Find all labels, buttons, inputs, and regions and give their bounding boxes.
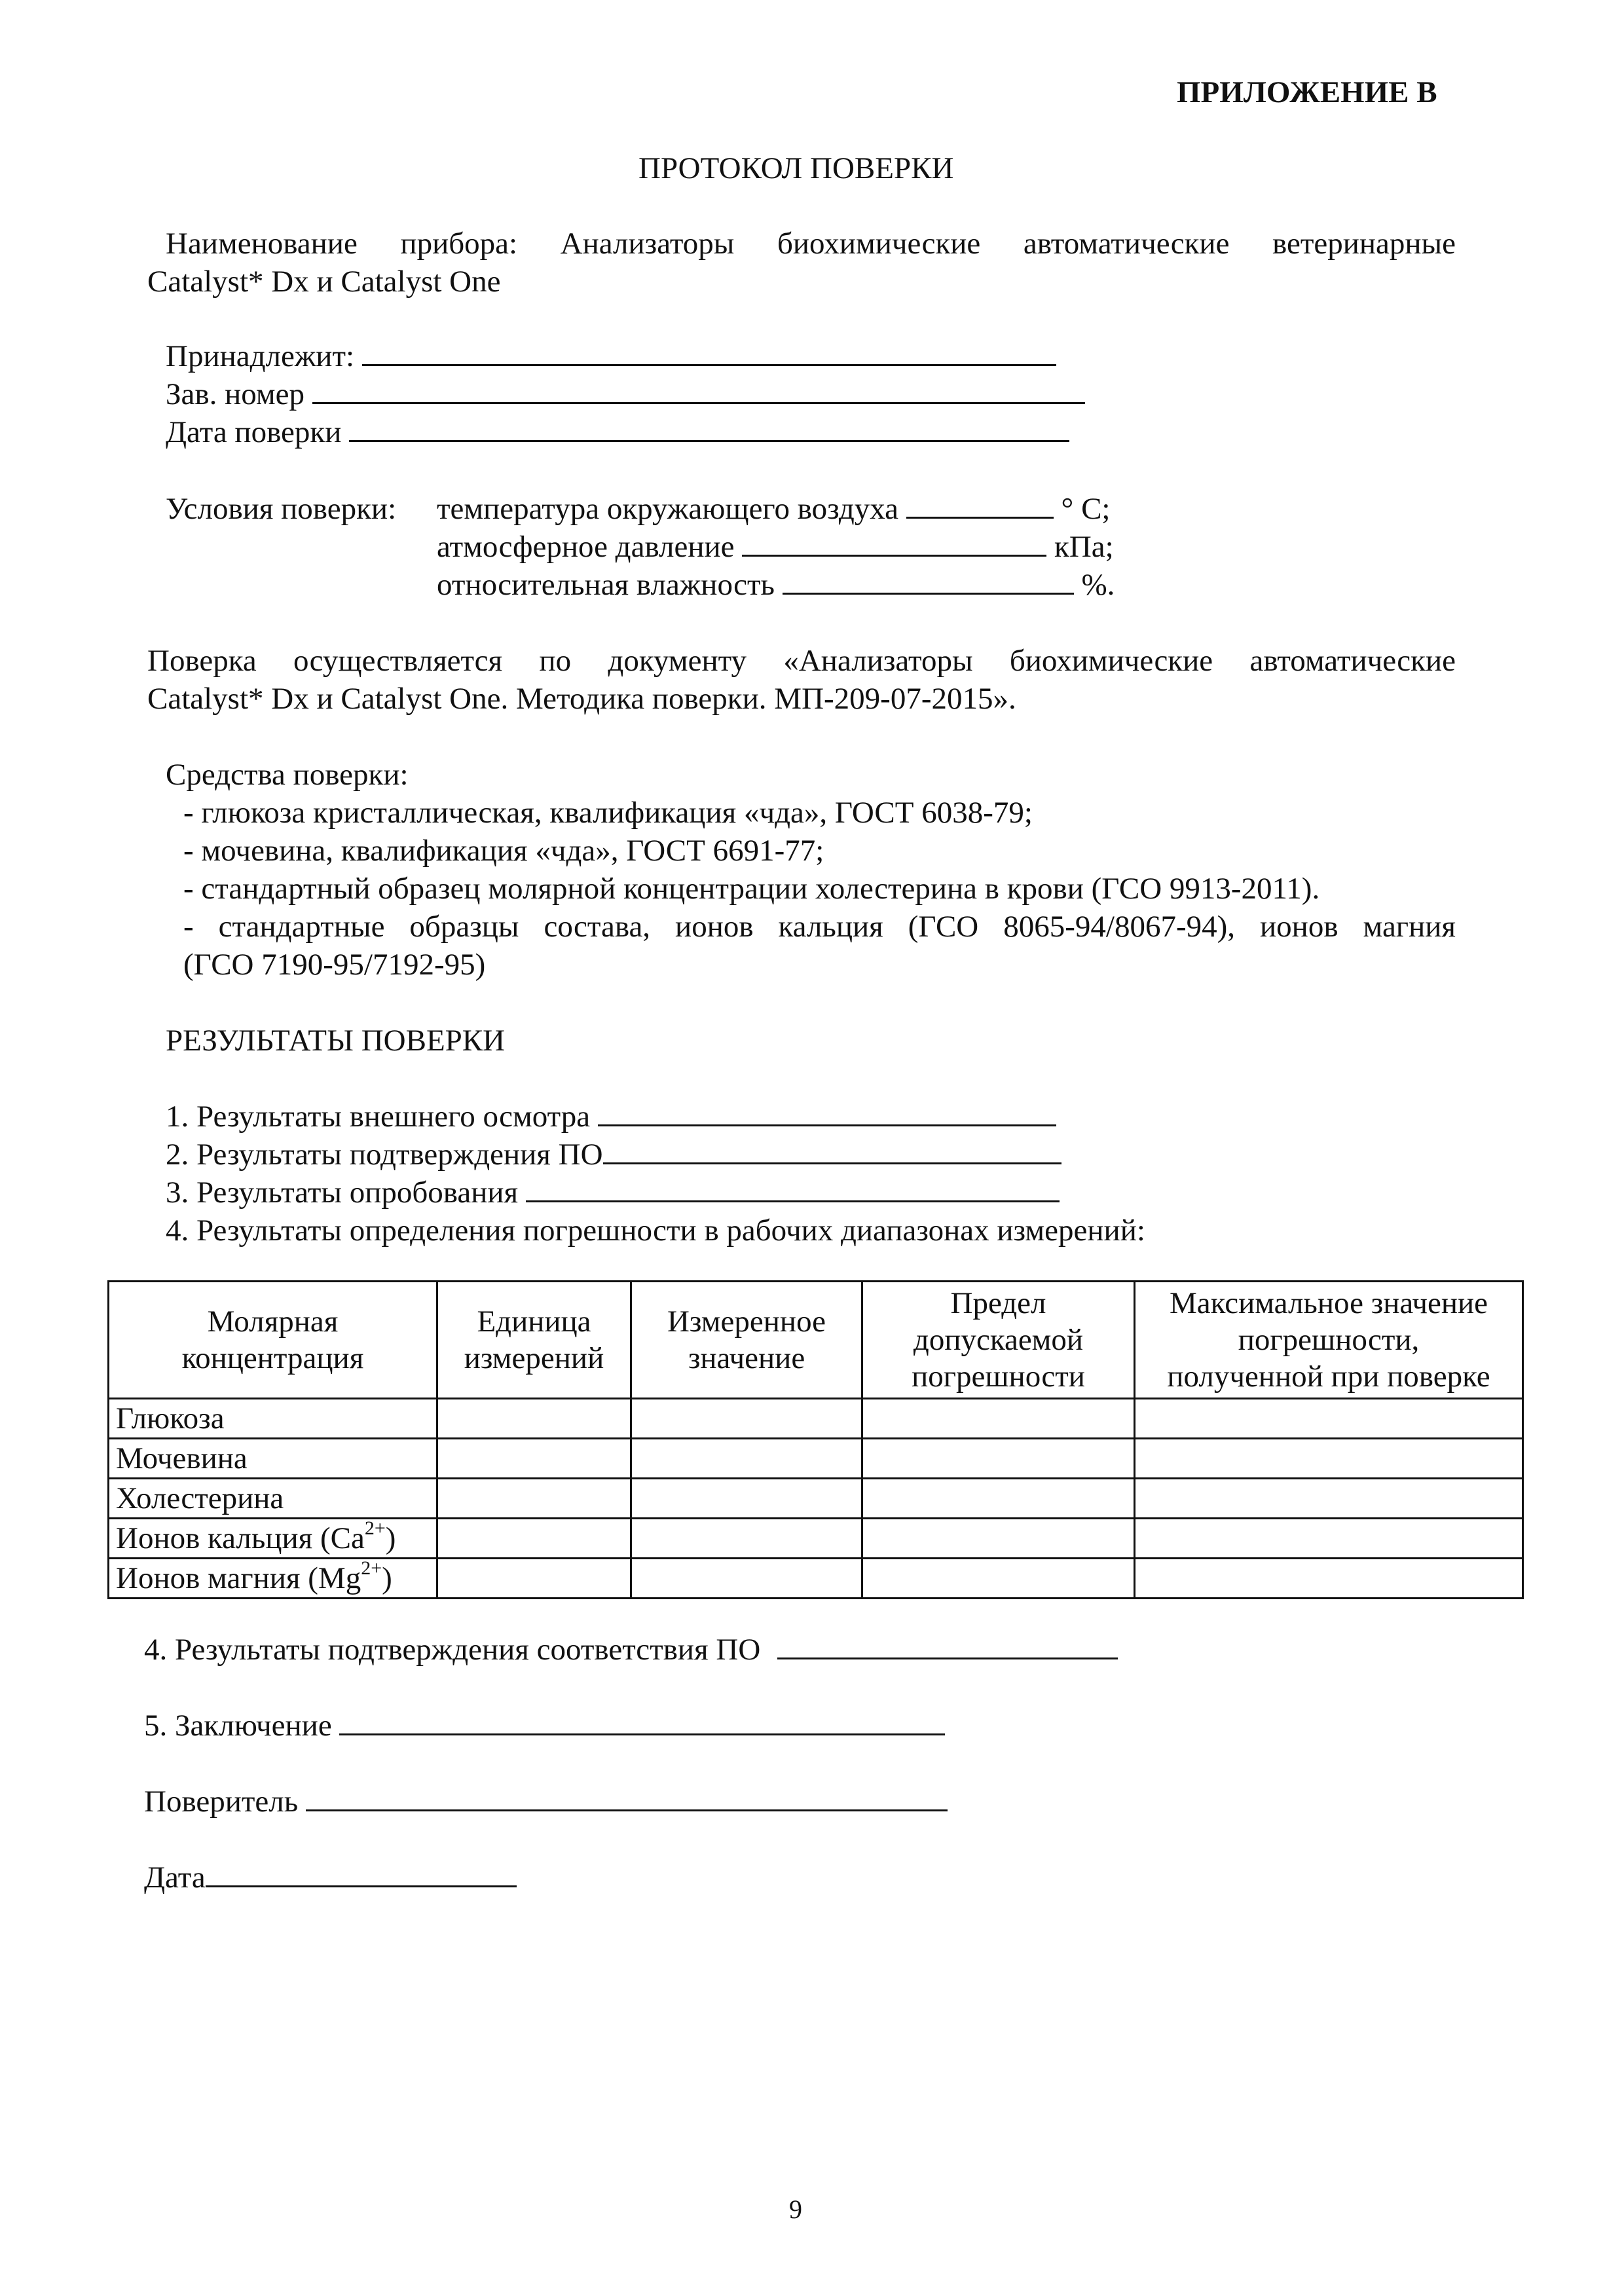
date-label: Дата поверки bbox=[166, 415, 342, 449]
final-date-field bbox=[144, 1859, 517, 1897]
conditions-label: Условия поверки: bbox=[166, 492, 397, 526]
header-max-error-l2: погрешности, bbox=[1238, 1323, 1420, 1357]
humidity-label: относительная влажность bbox=[437, 568, 775, 602]
means-item-urea: - мочевина, квалификация «чда», ГОСТ 6691-77; bbox=[183, 834, 824, 868]
header-measured-value bbox=[631, 1282, 862, 1399]
table-row bbox=[109, 1519, 1523, 1559]
temperature-label: температура окружающего воздуха bbox=[437, 492, 899, 526]
date-blank[interactable] bbox=[349, 414, 1069, 442]
cell-empty[interactable] bbox=[437, 1559, 631, 1599]
cell-empty[interactable] bbox=[631, 1519, 862, 1559]
device-name-line2: Catalyst* Dx и Catalyst One bbox=[147, 265, 501, 299]
result-inspection-blank[interactable] bbox=[598, 1098, 1056, 1126]
header-tolerance-l3: погрешности bbox=[912, 1360, 1085, 1394]
serial-field bbox=[166, 375, 1085, 413]
cell-empty[interactable] bbox=[1135, 1519, 1523, 1559]
header-tolerance-l2: допускаемой bbox=[913, 1323, 1084, 1357]
header-unit bbox=[437, 1282, 631, 1399]
table-row bbox=[109, 1559, 1523, 1599]
row-label-calcium-text: Ионов кальция (Ca bbox=[116, 1521, 365, 1555]
row-label-cholesterol: Холестерина bbox=[109, 1479, 437, 1519]
cell-empty[interactable] bbox=[862, 1439, 1135, 1479]
header-unit-l1: Единица bbox=[477, 1305, 591, 1339]
page-number: 9 bbox=[789, 2194, 802, 2224]
means-item-cholesterol: - стандартный образец молярной концентрации холестерина в крови (ГСО 9913-2011). bbox=[183, 872, 1320, 906]
cell-empty[interactable] bbox=[862, 1399, 1135, 1439]
cell-empty[interactable] bbox=[631, 1559, 862, 1599]
compliance-field bbox=[144, 1631, 1118, 1669]
cell-empty[interactable] bbox=[437, 1399, 631, 1439]
header-measured-value-l1: Измеренное bbox=[667, 1305, 826, 1339]
pressure-blank[interactable] bbox=[742, 528, 1046, 557]
conclusion-field bbox=[144, 1707, 945, 1745]
table-header-row bbox=[109, 1282, 1523, 1399]
means-item-ions-line1: - стандартные образцы состава, ионов кальция (ГСО 8065-94/8067-94), ионов магния bbox=[183, 910, 1456, 944]
means-item-glucose: - глюкоза кристаллическая, квалификация «чда», ГОСТ 6038-79; bbox=[183, 796, 1033, 830]
owner-field bbox=[166, 337, 1056, 375]
cell-empty[interactable] bbox=[631, 1479, 862, 1519]
final-date-blank[interactable] bbox=[206, 1859, 517, 1887]
compliance-label: 4. Результаты подтверждения соответствия ПО bbox=[144, 1633, 761, 1667]
table-row bbox=[109, 1479, 1523, 1519]
serial-blank[interactable] bbox=[312, 376, 1085, 404]
header-tolerance bbox=[862, 1282, 1135, 1399]
humidity-field bbox=[437, 566, 1115, 604]
cell-empty[interactable] bbox=[437, 1519, 631, 1559]
verifier-blank[interactable] bbox=[306, 1783, 948, 1811]
owner-blank[interactable] bbox=[362, 338, 1056, 366]
row-label-magnesium-close: ) bbox=[382, 1561, 392, 1595]
result-inspection-label: 1. Результаты внешнего осмотра bbox=[166, 1100, 591, 1134]
conclusion-blank[interactable] bbox=[339, 1707, 945, 1735]
results-title: РЕЗУЛЬТАТЫ ПОВЕРКИ bbox=[166, 1024, 506, 1058]
table-row bbox=[109, 1399, 1523, 1439]
result-inspection bbox=[166, 1098, 1056, 1136]
cell-empty[interactable] bbox=[631, 1399, 862, 1439]
row-label-magnesium-charge: 2+ bbox=[361, 1557, 382, 1580]
temperature-blank[interactable] bbox=[906, 491, 1054, 519]
header-molar-concentration bbox=[109, 1282, 437, 1399]
means-item-ions-line2: (ГСО 7190-95/7192-95) bbox=[183, 948, 486, 982]
result-software-label: 2. Результаты подтверждения ПО bbox=[166, 1138, 603, 1172]
header-max-error bbox=[1135, 1282, 1523, 1399]
pressure-field bbox=[437, 528, 1114, 566]
compliance-blank[interactable] bbox=[777, 1631, 1118, 1659]
row-label-calcium bbox=[109, 1519, 437, 1559]
header-measured-value-l2: значение bbox=[688, 1341, 805, 1375]
header-max-error-l3: полученной при поверке bbox=[1167, 1360, 1490, 1394]
pressure-unit: кПа; bbox=[1054, 530, 1114, 564]
means-title: Средства поверки: bbox=[166, 758, 409, 792]
header-molar-concentration-l1: Молярная bbox=[207, 1305, 339, 1339]
result-testing bbox=[166, 1174, 1060, 1212]
final-date-label: Дата bbox=[144, 1861, 206, 1895]
serial-label: Зав. номер bbox=[166, 377, 304, 411]
cell-empty[interactable] bbox=[1135, 1559, 1523, 1599]
protocol-title: ПРОТОКОЛ ПОВЕРКИ bbox=[638, 151, 954, 185]
verifier-field bbox=[144, 1783, 948, 1821]
result-error-heading: 4. Результаты определения погрешности в рабочих диапазонах измерений: bbox=[166, 1213, 1145, 1248]
humidity-unit: %. bbox=[1081, 568, 1115, 602]
row-label-urea: Мочевина bbox=[109, 1439, 437, 1479]
row-label-glucose: Глюкоза bbox=[109, 1399, 437, 1439]
cell-empty[interactable] bbox=[437, 1439, 631, 1479]
cell-empty[interactable] bbox=[437, 1479, 631, 1519]
row-label-magnesium-text: Ионов магния (Mg bbox=[116, 1561, 361, 1595]
result-software bbox=[166, 1136, 1061, 1174]
method-line2: Catalyst* Dx и Catalyst One. Методика поверки. МП-209-07-2015». bbox=[147, 682, 1016, 716]
row-label-calcium-charge: 2+ bbox=[364, 1517, 386, 1540]
cell-empty[interactable] bbox=[862, 1559, 1135, 1599]
conclusion-label: 5. Заключение bbox=[144, 1709, 332, 1743]
result-software-blank[interactable] bbox=[603, 1136, 1061, 1164]
verifier-label: Поверитель bbox=[144, 1785, 299, 1819]
cell-empty[interactable] bbox=[1135, 1439, 1523, 1479]
result-testing-blank[interactable] bbox=[526, 1174, 1060, 1202]
table-row bbox=[109, 1439, 1523, 1479]
cell-empty[interactable] bbox=[1135, 1399, 1523, 1439]
header-molar-concentration-l2: концентрация bbox=[181, 1341, 364, 1375]
device-name-line1: Наименование прибора: Анализаторы биохимические автоматические ветеринарные bbox=[166, 227, 1456, 261]
row-label-magnesium bbox=[109, 1559, 437, 1599]
pressure-label: атмосферное давление bbox=[437, 530, 735, 564]
row-label-calcium-close: ) bbox=[385, 1521, 396, 1555]
cell-empty[interactable] bbox=[1135, 1479, 1523, 1519]
header-max-error-l1: Максимальное значение bbox=[1169, 1286, 1488, 1320]
method-line1: Поверка осуществляется по документу «Анализаторы биохимические автоматические bbox=[147, 644, 1456, 678]
cell-empty[interactable] bbox=[862, 1479, 1135, 1519]
result-testing-label: 3. Результаты опробования bbox=[166, 1176, 519, 1210]
humidity-blank[interactable] bbox=[783, 566, 1074, 595]
header-unit-l2: измерений bbox=[464, 1341, 604, 1375]
temperature-field bbox=[437, 490, 1110, 528]
owner-label: Принадлежит: bbox=[166, 339, 355, 373]
cell-empty[interactable] bbox=[862, 1519, 1135, 1559]
appendix-title: ПРИЛОЖЕНИЕ В bbox=[1177, 75, 1437, 109]
results-table bbox=[107, 1280, 1524, 1599]
temperature-unit: ° С; bbox=[1061, 492, 1111, 526]
cell-empty[interactable] bbox=[631, 1439, 862, 1479]
header-tolerance-l1: Предел bbox=[950, 1286, 1046, 1320]
date-field bbox=[166, 413, 1069, 451]
